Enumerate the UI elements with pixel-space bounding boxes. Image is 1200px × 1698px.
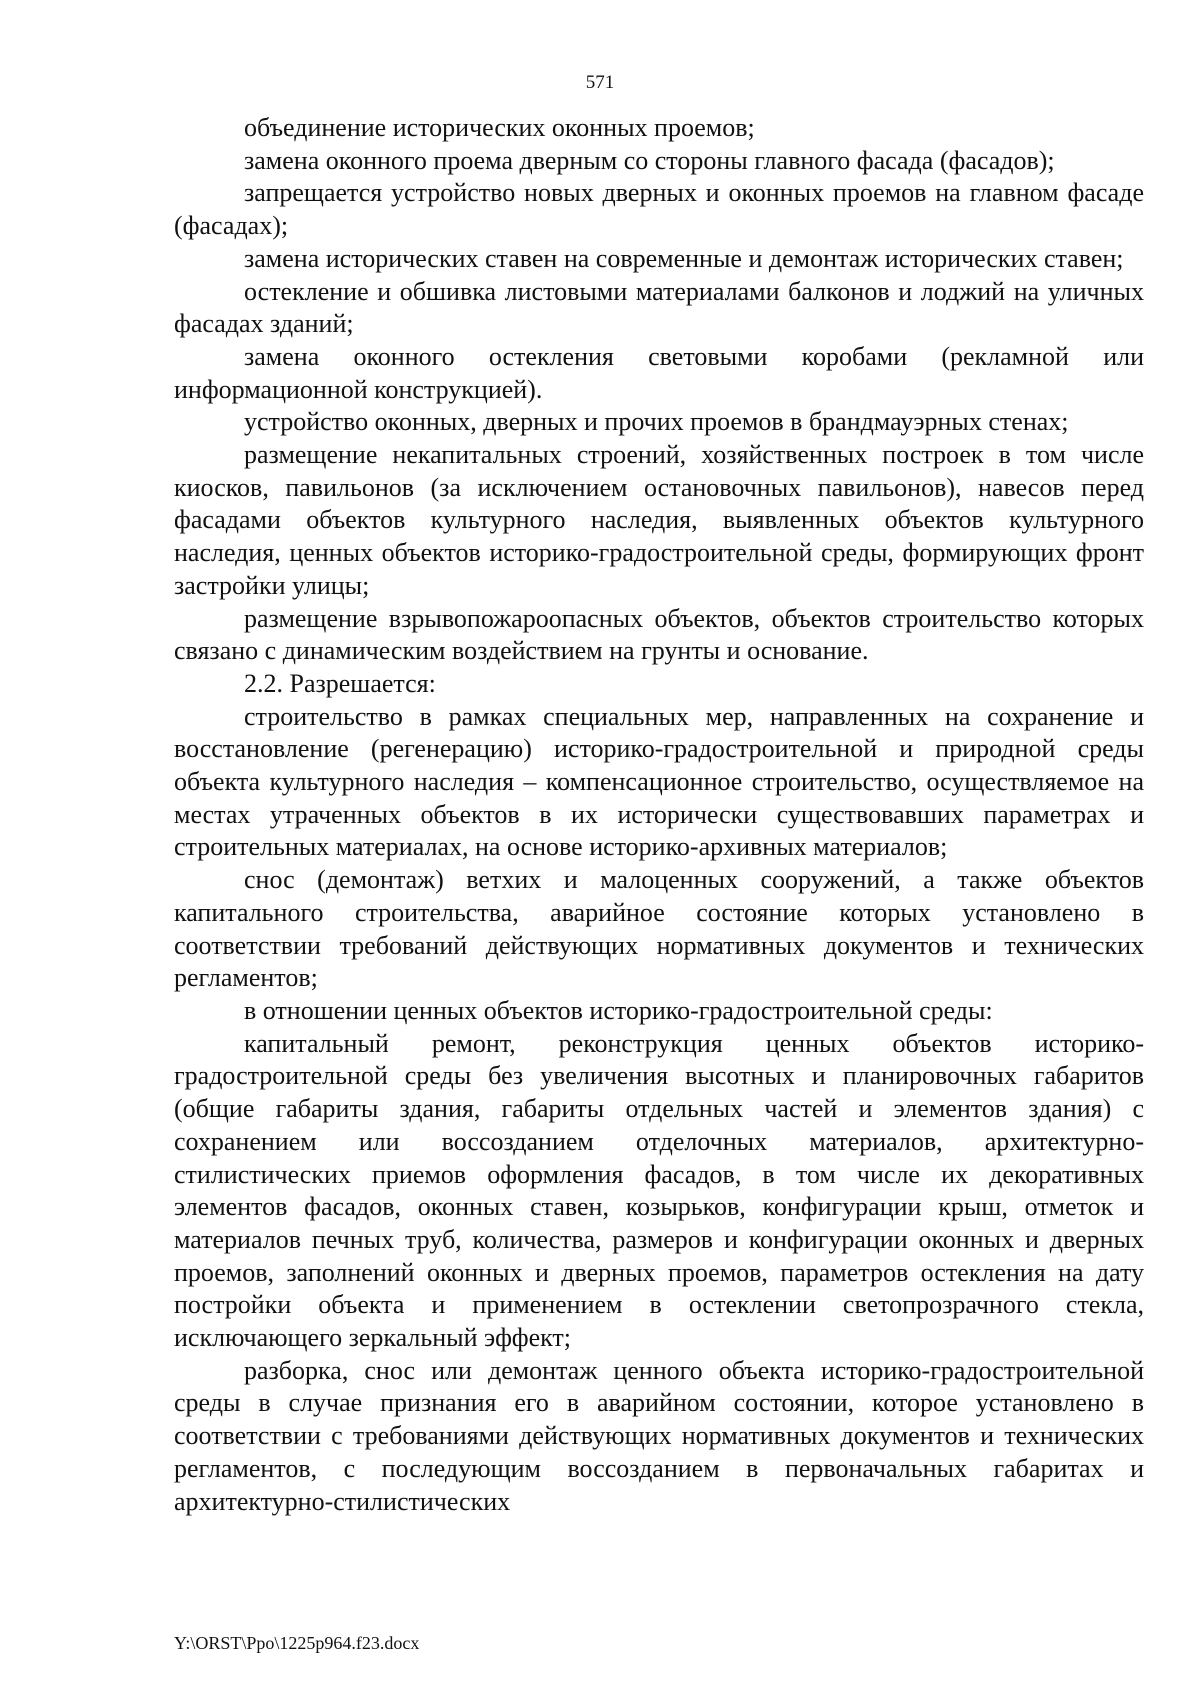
paragraph: замена оконного остекления световыми коробами (рекламной или информационной конструкцией). [174, 341, 1144, 404]
paragraph: капитальный ремонт, реконструкция ценных объектов историко-градостроительной среды без увеличения высотных и планировочных габаритов (общие габариты здания, габариты отдельных частей и элементов здания) с сохранением или воссозданием отделочных материалов, архитектурно- стилистических приемов оформления фасадов, в том числе их декоративных элементов фасадов, оконных ставен, козырьков, конфигурации крыш, отметок и материалов печных труб, количества, размеров и конфигурации оконных и дверных проемов, заполнений оконных и дверных проемов, параметров остекления на дату постройки объекта и применением в остеклении светопрозрачного стекла, исключающего зеркальный эффект; [174, 1028, 1144, 1353]
paragraph: размещение некапитальных строений, хозяйственных построек в том числе киосков, павильонов (за исключением остановочных павильонов), навесов перед фасадами объектов культурного наследия, выявленных объектов культурного наследия, ценных объектов историко-градостроительной среды, формирующих фронт застройки улицы; [174, 440, 1144, 600]
paragraph: объединение исторических оконных проемов; [244, 113, 755, 142]
paragraph: снос (демонтаж) ветхих и малоценных сооружений, а также объектов капитального строительства, аварийное состояние которых установлено в соответствии требований действующих нормативных документов и технических регламентов; [174, 865, 1144, 993]
document-body [174, 112, 1144, 1518]
paragraph: замена исторических ставен на современные и демонтаж исторических ставен; [244, 243, 1124, 273]
paragraph: разборка, снос или демонтаж ценного объекта историко-градостроительной среды в случае признания его в аварийном состоянии, которое установлено в соответствии с требованиями действующих нормативных документов и технических регламентов, с последующим воссозданием в первоначальных габаритах и архитектурно-стилистических [174, 1355, 1144, 1516]
paragraph: в отношении ценных объектов историко-градостроительной среды: [244, 995, 993, 1025]
paragraph: замена оконного проема дверным со стороны главного фасада (фасадов); [244, 145, 1055, 175]
paragraph: запрещается устройство новых дверных и оконных проемов на главном фасаде (фасадах); [174, 178, 1144, 241]
paragraph: устройство оконных, дверных и прочих проемов в брандмауэрных стенах; [244, 407, 1069, 437]
footer-file-path: Y:\ORST\Ppo\1225p964.f23.docx [174, 1633, 420, 1653]
paragraph: остекление и обшивка листовыми материалами балконов и лоджий на уличных фасадах зданий; [174, 276, 1144, 339]
section-heading: 2.2. Разрешается: [244, 668, 436, 698]
page-number: 571 [585, 72, 615, 93]
paragraph: размещение взрывопожароопасных объектов, объектов строительство которых связано с динамическим воздействием на грунты и основание. [174, 603, 1144, 666]
paragraph: строительство в рамках специальных мер, направленных на сохранение и восстановление (регенерацию) историко-градостроительной и природной среды объекта культурного наследия – компенсационное строительство, осуществляемое на местах утраченных объектов в их исторически существовавших параметрах и строительных материалах, на основе историко-архивных материалов; [174, 701, 1144, 862]
